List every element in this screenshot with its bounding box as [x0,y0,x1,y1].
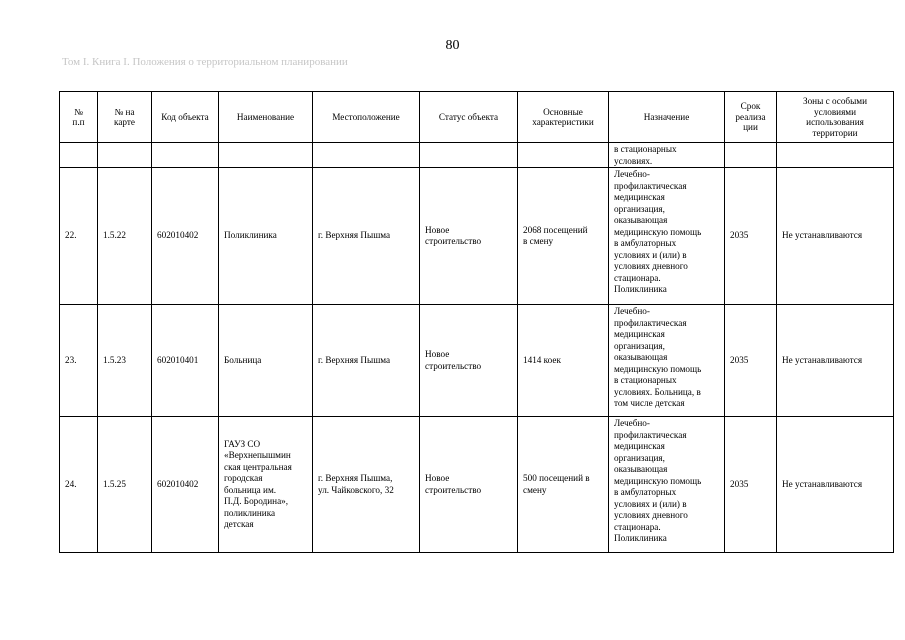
col-map-number: № на карте [98,92,152,143]
col-zones: Зоны с особыми условиями использования территории [777,92,894,143]
cell-status: Новое строительство [420,168,518,305]
cell-empty [152,143,219,168]
page-number: 80 [445,38,460,53]
col-location: Местоположение [313,92,420,143]
cell-number: 22. [60,168,98,305]
col-status: Статус объекта [420,92,518,143]
cell-code: 602010401 [152,305,219,417]
table-row [60,417,894,553]
cell-term: 2035 [725,305,777,417]
col-characteristics: Основные характеристики [518,92,609,143]
col-purpose: Назначение [609,92,725,143]
cell-purpose: в стационарных условиях. [609,143,725,168]
cell-map-number: 1.5.25 [98,417,152,553]
col-term: Срок реализа ции [725,92,777,143]
cell-number: 24. [60,417,98,553]
cell-purpose: Лечебно- профилактическая медицинская организация, оказывающая медицинскую помощь в стационарных условиях. Больница, в том числе детская [609,305,725,417]
cell-empty [219,143,313,168]
table-row [60,305,894,417]
cell-empty [518,143,609,168]
cell-empty [725,143,777,168]
cell-zones: Не устанавливаются [777,417,894,553]
cell-status: Новое строительство [420,305,518,417]
table-header [60,92,894,143]
cell-name: Поликлиника [219,168,313,305]
cell-map-number: 1.5.23 [98,305,152,417]
cell-characteristics: 1414 коек [518,305,609,417]
cell-empty [60,143,98,168]
cell-code: 602010402 [152,168,219,305]
col-code: Код объекта [152,92,219,143]
cell-map-number: 1.5.22 [98,168,152,305]
header-row [60,92,894,143]
cell-location: г. Верхняя Пышма [313,168,420,305]
col-number: № п.п [60,92,98,143]
cell-term: 2035 [725,168,777,305]
cell-characteristics: 2068 посещений в смену [518,168,609,305]
cell-zones: Не устанавливаются [777,168,894,305]
cell-empty [777,143,894,168]
table-row-carry-over [60,143,894,168]
cell-location: г. Верхняя Пышма, ул. Чайковского, 32 [313,417,420,553]
cell-purpose: Лечебно- профилактическая медицинская организация, оказывающая медицинскую помощь в амбулаторных условиях и (или) в условиях дневного стационара. Поликлиника [609,417,725,553]
cell-code: 602010402 [152,417,219,553]
cell-location: г. Верхняя Пышма [313,305,420,417]
cell-characteristics: 500 посещений в смену [518,417,609,553]
cell-status: Новое строительство [420,417,518,553]
cell-zones: Не устанавливаются [777,305,894,417]
running-header: Том I. Книга I. Положения о территориальном планировании [62,56,348,68]
cell-empty [98,143,152,168]
cell-purpose: Лечебно- профилактическая медицинская организация, оказывающая медицинскую помощь в амбулаторных условиях и (или) в условиях дневного стационара. Поликлиника [609,168,725,305]
cell-empty [313,143,420,168]
col-name: Наименование [219,92,313,143]
table-row [60,168,894,305]
cell-number: 23. [60,305,98,417]
cell-name: ГАУЗ СО «Верхнепышмин ская центральная городская больница им. П.Д. Бородина», поликлиника детская [219,417,313,553]
cell-name: Больница [219,305,313,417]
objects-table [59,91,894,553]
cell-empty [420,143,518,168]
cell-term: 2035 [725,417,777,553]
